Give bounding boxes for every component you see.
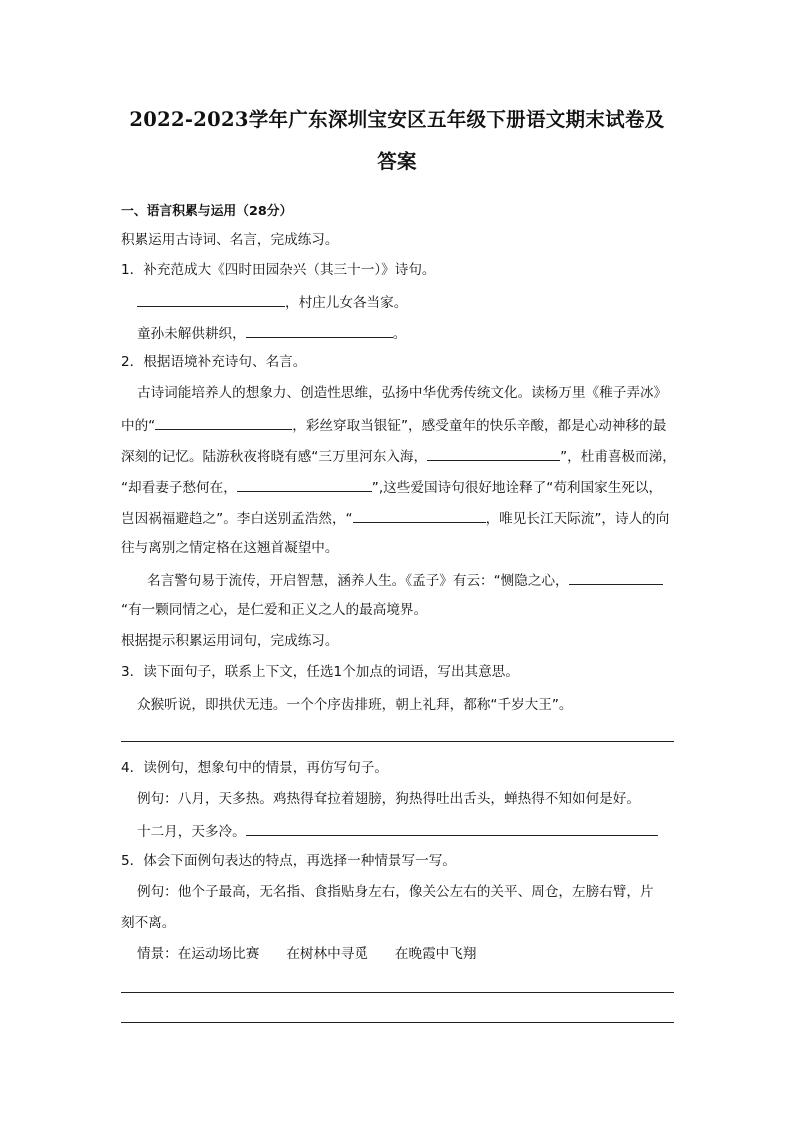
question-3-sentence: 众猴听说，即拱伏无违。一个个序齿排班，朝上礼拜，都称“千岁大王”。: [137, 697, 573, 713]
answer-line[interactable]: [121, 992, 674, 993]
answer-blank[interactable]: [237, 477, 372, 492]
question-5-example-line: 例句：他个子最高，无名指、食指贴身左右，像关公左右的关平、周仓，左膀右臂，片: [137, 884, 654, 900]
question-2-paragraph-line: 往与离别之情定格在这翘首凝望中。: [121, 540, 339, 556]
question-2-paragraph-line: 岂因祸福避趋之”。李白送别孟浩然，“ ，唯见长江天际流”，诗人的向: [121, 508, 669, 528]
answer-blank[interactable]: [427, 446, 560, 461]
answer-blank[interactable]: [137, 292, 285, 307]
question-3-prompt: 3．读下面句子，联系上下文，任选1个加点的词语，写出其意思。: [121, 664, 519, 680]
question-5-example-line: 刻不离。: [121, 915, 176, 931]
question-2-paragraph-line: “却看妻子愁何在， ”,这些爱国诗句很好地诠释了“苟利国家生死以，: [121, 477, 662, 497]
answer-blank[interactable]: [155, 415, 292, 430]
answer-blank[interactable]: [353, 508, 486, 523]
question-1-line-a: ，村庄儿女各当家。: [137, 292, 407, 312]
scene-option: 在树林中寻觅: [286, 946, 368, 962]
question-2-quote-line: 名言警句易于流传，开启智慧，涵养人生。《孟子》有云：“恻隐之心，: [147, 570, 663, 590]
answer-blank[interactable]: [246, 323, 393, 338]
question-2-paragraph-line: 古诗词能培养人的想象力、创造性思维，弘扬中华优秀传统文化。读杨万里《稚子弄冰》: [137, 385, 668, 401]
question-2-prompt: 2．根据语境补充诗句、名言。: [121, 354, 307, 370]
question-2-paragraph-line: 深刻的记忆。陆游秋夜将晓有感“三万里河东入海， ”，杜甫喜极而涕，: [121, 446, 676, 466]
section-heading: 一、语言积累与运用（28分）: [121, 204, 293, 219]
answer-blank[interactable]: [246, 821, 658, 836]
scene-option: 在晚霞中飞翔: [394, 946, 477, 962]
question-4-example: 例句：八月，天多热。鸡热得耷拉着翅膀，狗热得吐出舌头，蝉热得不知如何是好。: [137, 791, 640, 807]
question-2-paragraph-line: 中的“ ，彩丝穿取当银钲”，感受童年的快乐辛酸，都是心动神移的最: [121, 415, 666, 435]
question-4-task: 十二月，天多冷。: [137, 821, 658, 841]
answer-blank[interactable]: [569, 570, 663, 585]
question-5-prompt: 5．体会下面例句表达的特点，再选择一种情景写一写。: [121, 853, 456, 869]
answer-line[interactable]: [121, 741, 674, 742]
question-1-prompt: 1．补充范成大《四时田园杂兴（其三十一）》诗句。: [121, 262, 436, 278]
section-intro: 积累运用古诗词、名言，完成练习。: [121, 232, 339, 248]
instruction-line: 根据提示积累运用词句，完成练习。: [121, 633, 339, 649]
document-title-line-1: 2022-2023学年广东深圳宝安区五年级下册语文期末试卷及: [129, 108, 665, 131]
scene-option: 情景：在运动场比赛: [137, 946, 260, 962]
question-2-quote-line: “有一颗同情之心，是仁爱和正义之人的最高境界。: [121, 602, 428, 618]
question-4-prompt: 4．读例句，想象句中的情景，再仿写句子。: [121, 760, 388, 776]
question-5-scenes: [137, 945, 476, 963]
answer-line[interactable]: [121, 1022, 674, 1023]
question-1-line-b: 童孙未解供耕织， 。: [137, 323, 406, 343]
document-title-line-2: 答案: [377, 150, 417, 173]
